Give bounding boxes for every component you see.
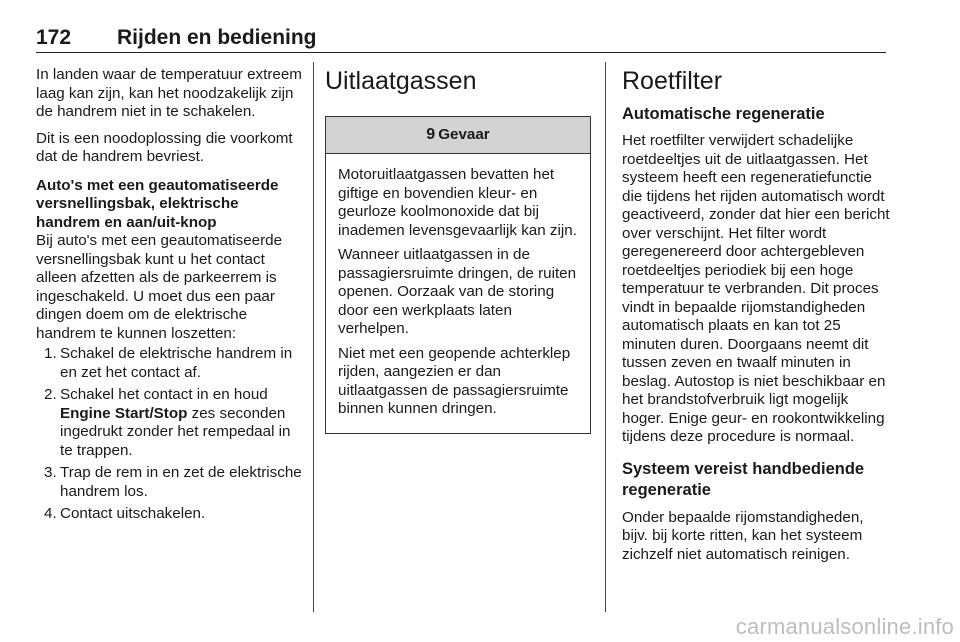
paragraph: In landen waar de temperatuur extreem laag kan zijn, kan het noodzakelijk zijn de handrem niet in te schakelen. — [36, 66, 302, 120]
warning-body — [326, 154, 590, 433]
chapter-title: Rijden en bediening — [117, 26, 317, 49]
step-number: 3. — [44, 464, 57, 481]
section-title-soot-filter: Roetfilter — [622, 67, 723, 95]
paragraph: Bij auto's met een geautomatiseerde versnellingsbak kunt u het contact alleen afzetten als de parkeerrem is ingeschakeld. U moet dus een paar dingen doem om de elektrische handrem te kunnen loszetten: — [36, 232, 283, 342]
list-item — [36, 345, 304, 382]
paragraph: Het roetfilter verwijdert schadelijke roetdeeltjes uit de uitlaatgassen. Het systeem heeft een regeneratiefunctie die tijdens het rijden automatisch wordt geactiveerd, zonder dat hier een bericht over verschijnt. Het filter wordt geregenereerd door achtergebleven roetdeeltjes periodiek bij een hoge temperatuur te verbranden. Dit proces vindt in bepaalde rijomstandigheden automatisch plaats en kan tot 25 minuten duren. Doorgaans neemt dit tussen zeven en twaalf minuten in beslag. Autostop is niet beschikbaar en het brandstofverbruik ligt mogelijk hoger. Enige geur- en rookontwikkeling tijdens deze procedure is normaal. — [622, 132, 890, 445]
step-number: 2. — [44, 386, 57, 403]
column-right — [622, 62, 890, 572]
step-text: Schakel de elektrische handrem in en zet het contact af. — [60, 345, 293, 381]
page-number: 172 — [36, 26, 72, 49]
button-label-engine-start-stop: Engine Start/Stop — [60, 404, 188, 422]
step-text: Contact uitschakelen. — [60, 505, 206, 522]
warning-icon: 9 — [426, 125, 436, 143]
subheading: Auto's met een geautomatiseerde versnellingsbak, elektrische handrem en aan/uit-knop — [36, 176, 279, 231]
list-item — [36, 386, 304, 460]
section-title-exhaust: Uitlaatgassen — [325, 67, 477, 95]
column-divider — [605, 62, 606, 612]
step-text: zes seconden ingedrukt zonder het rempedaal in te trappen. — [60, 404, 291, 459]
warning-box — [325, 116, 591, 434]
subheading: Systeem vereist handbediende regeneratie — [622, 459, 865, 499]
step-text: Trap de rem in en zet de elektrische handrem los. — [60, 464, 302, 500]
column-left — [36, 66, 304, 528]
list-item — [36, 464, 304, 501]
paragraph: Motoruitlaatgassen bevatten het giftige en bovendien kleur- en geurloze koolmonoxide dat bij inademen levensgevaarlijk kan zijn. — [338, 166, 577, 239]
watermark: carmanualsonline.info — [735, 614, 954, 639]
paragraph: Dit is een noodoplossing die voorkomt dat de handrem bevriest. — [36, 129, 293, 165]
step-number: 4. — [44, 505, 57, 522]
list-item — [36, 505, 304, 524]
steps-list — [36, 345, 304, 524]
paragraph: Onder bepaalde rijomstandigheden, bijv. bij korte ritten, kan het systeem zichzelf niet automatisch reinigen. — [622, 508, 864, 563]
page-header — [36, 26, 886, 53]
paragraph: Niet met een geopende achterklep rijden, aangezien er dan uitlaatgassen de passagiersruimte binnen kunnen dringen. — [338, 344, 571, 417]
paragraph: Wanneer uitlaatgassen in de passagiersruimte dringen, de ruiten openen. Oorzaak van de storing door een werkplaats laten verhelpen. — [338, 246, 577, 337]
warning-header — [326, 117, 590, 154]
column-middle — [325, 62, 592, 434]
subheading: Automatische regeneratie — [622, 105, 825, 123]
warning-label: Gevaar — [438, 125, 490, 143]
step-text: Schakel het contact in en houd — [60, 386, 268, 403]
step-number: 1. — [44, 345, 57, 362]
column-divider — [313, 62, 314, 612]
